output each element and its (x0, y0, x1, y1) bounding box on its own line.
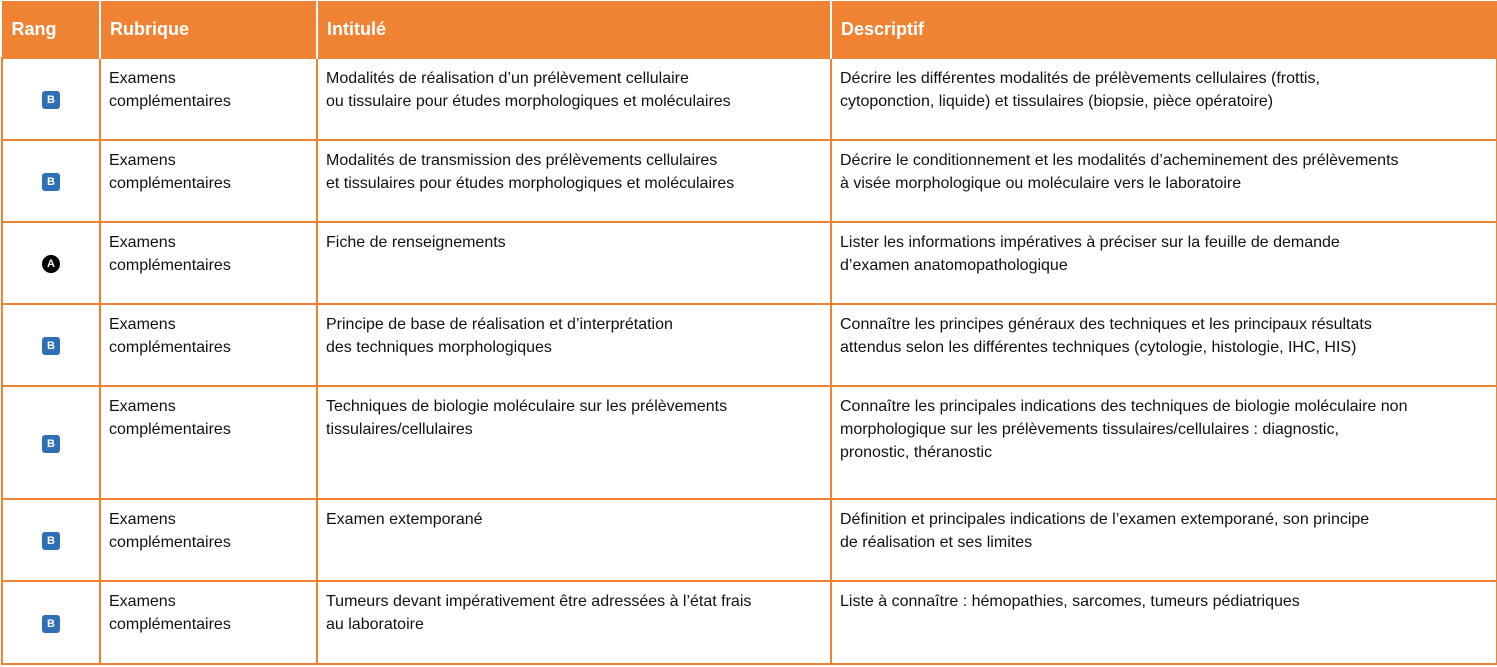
rubrique-line: complémentaires (109, 533, 231, 551)
descriptif-line: Connaître les principales indications des techniques de biologie moléculaire non (840, 397, 1408, 415)
table-row (2, 499, 1497, 581)
rubrique-line: Examens (109, 510, 176, 528)
descriptif-line: attendus selon les différentes techniques (cytologie, histologie, IHC, HIS) (840, 338, 1357, 356)
intitule-line: Principe de base de réalisation et d’interprétation (326, 315, 673, 333)
rubrique-line: complémentaires (109, 174, 231, 192)
rang-cell (2, 581, 100, 664)
descriptif-cell (831, 581, 1497, 664)
descriptif-line: Connaître les principes généraux des techniques et les principaux résultats (840, 315, 1372, 333)
table-row (2, 58, 1497, 140)
header-row (2, 2, 1497, 58)
descriptif-cell (831, 304, 1497, 386)
rubrique-line: complémentaires (109, 92, 231, 110)
header-intitule: Intitulé (317, 2, 831, 58)
table-body (2, 58, 1497, 664)
rubrique-line: complémentaires (109, 256, 231, 274)
header-rang: Rang (2, 2, 100, 58)
table-row (2, 304, 1497, 386)
rubrique-cell (100, 386, 317, 499)
intitule-line: et tissulaires pour études morphologiques et moléculaires (326, 174, 735, 192)
descriptif-line: Décrire les différentes modalités de prélèvements cellulaires (frottis, (840, 69, 1320, 87)
descriptif-line: cytoponction, liquide) et tissulaires (biopsie, pièce opératoire) (840, 92, 1274, 110)
descriptif-line: pronostic, théranostic (840, 443, 993, 461)
objectives-table (1, 1, 1497, 665)
intitule-cell (317, 304, 831, 386)
descriptif-line: Lister les informations impératives à préciser sur la feuille de demande (840, 233, 1340, 251)
rubrique-line: Examens (109, 315, 176, 333)
rubrique-line: complémentaires (109, 420, 231, 438)
intitule-line: au laboratoire (326, 615, 424, 633)
rang-cell (2, 140, 100, 222)
rubrique-cell (100, 304, 317, 386)
rubrique-line: complémentaires (109, 338, 231, 356)
descriptif-line: Liste à connaître : hémopathies, sarcomes, tumeurs pédiatriques (840, 592, 1300, 610)
descriptif-line: de réalisation et ses limites (840, 533, 1033, 551)
descriptif-line: à visée morphologique ou moléculaire vers le laboratoire (840, 174, 1242, 192)
descriptif-line: Définition et principales indications de l’examen extemporané, son principe (840, 510, 1370, 528)
intitule-line: Techniques de biologie moléculaire sur les prélèvements (326, 397, 728, 415)
descriptif-cell (831, 499, 1497, 581)
rubrique-line: Examens (109, 233, 176, 251)
rang-cell (2, 58, 100, 140)
table-row (2, 140, 1497, 222)
descriptif-line: d’examen anatomopathologique (840, 256, 1068, 274)
rang-b-badge-icon: B (42, 615, 60, 633)
descriptif-cell (831, 222, 1497, 304)
descriptif-cell (831, 386, 1497, 499)
intitule-cell (317, 222, 831, 304)
rubrique-cell (100, 140, 317, 222)
descriptif-cell (831, 58, 1497, 140)
rang-b-badge-icon: B (42, 435, 60, 453)
rubrique-line: Examens (109, 397, 176, 415)
intitule-cell (317, 386, 831, 499)
header-descriptif: Descriptif (831, 2, 1497, 58)
table-header (2, 2, 1497, 58)
rang-a-badge-icon: A (42, 255, 60, 273)
rang-cell (2, 386, 100, 499)
intitule-line: Examen extemporané (326, 510, 483, 528)
intitule-cell (317, 499, 831, 581)
rubrique-cell (100, 222, 317, 304)
intitule-line: Fiche de renseignements (326, 233, 506, 251)
descriptif-line: morphologique sur les prélèvements tissulaires/cellulaires : diagnostic, (840, 420, 1339, 438)
rang-cell (2, 304, 100, 386)
rang-b-badge-icon: B (42, 173, 60, 191)
intitule-cell (317, 58, 831, 140)
rang-b-badge-icon: B (42, 532, 60, 550)
intitule-line: ou tissulaire pour études morphologiques et moléculaires (326, 92, 731, 110)
intitule-line: Tumeurs devant impérativement être adressées à l’état frais (326, 592, 752, 610)
intitule-line: des techniques morphologiques (326, 338, 552, 356)
table-row (2, 386, 1497, 499)
rang-b-badge-icon: B (42, 337, 60, 355)
rubrique-cell (100, 581, 317, 664)
rubrique-line: Examens (109, 151, 176, 169)
rang-cell (2, 222, 100, 304)
rang-b-badge-icon: B (42, 91, 60, 109)
rang-cell (2, 499, 100, 581)
intitule-cell (317, 581, 831, 664)
descriptif-line: Décrire le conditionnement et les modalités d’acheminement des prélèvements (840, 151, 1399, 169)
intitule-line: Modalités de transmission des prélèvements cellulaires (326, 151, 718, 169)
rubrique-cell (100, 58, 317, 140)
header-rubrique: Rubrique (100, 2, 317, 58)
rubrique-line: complémentaires (109, 615, 231, 633)
intitule-line: Modalités de réalisation d’un prélèvement cellulaire (326, 69, 689, 87)
objectives-table-container (1, 1, 1496, 665)
rubrique-line: Examens (109, 69, 176, 87)
intitule-line: tissulaires/cellulaires (326, 420, 473, 438)
intitule-cell (317, 140, 831, 222)
descriptif-cell (831, 140, 1497, 222)
table-row (2, 581, 1497, 664)
rubrique-cell (100, 499, 317, 581)
table-row (2, 222, 1497, 304)
rubrique-line: Examens (109, 592, 176, 610)
